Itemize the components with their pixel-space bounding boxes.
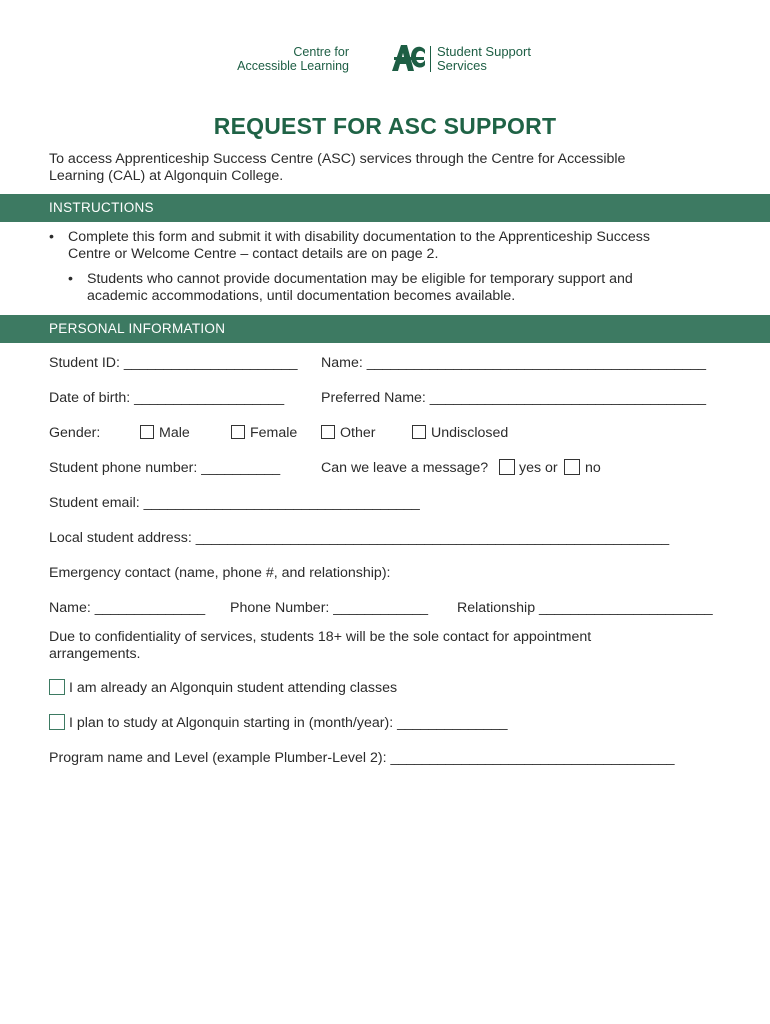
already-student-checkbox[interactable] [49, 679, 65, 695]
bullet-marker-1: • [49, 229, 54, 245]
confidentiality-note [49, 629, 739, 663]
cal-logo [237, 45, 349, 73]
instruction-bullet-2 [87, 271, 757, 305]
emergency-phone-field[interactable]: Phone Number: ____________ [230, 600, 428, 616]
emergency-contact-label: Emergency contact (name, phone #, and relationship): [49, 565, 391, 581]
gender-undisclosed-label: Undisclosed [431, 425, 509, 441]
gender-other-checkbox[interactable] [321, 425, 335, 439]
emergency-name-field[interactable]: Name: ______________ [49, 600, 206, 616]
name-field[interactable]: Name: ___________________________________________ [321, 355, 707, 371]
message-no-label: no [585, 460, 601, 476]
gender-female-checkbox[interactable] [231, 425, 245, 439]
confidentiality-line-2: arrangements. [49, 646, 141, 662]
intro-line-1: To access Apprenticeship Success Centre (ASC) services through the Centre for Accessible [49, 151, 626, 167]
personal-info-heading: PERSONAL INFORMATION [0, 315, 770, 343]
sss-logo-line-1: Student Support [437, 44, 531, 59]
confidentiality-line-1: Due to confidentiality of services, students 18+ will be the sole contact for appointment [49, 629, 592, 645]
email-field[interactable]: Student email: ___________________________________ [49, 495, 420, 511]
instruction-bullet-1-line-2: Centre or Welcome Centre – contact details are on page 2. [68, 246, 439, 262]
gender-undisclosed-checkbox[interactable] [412, 425, 426, 439]
dob-field[interactable]: Date of birth: ___________________ [49, 390, 285, 406]
message-yes-label: yes or [519, 460, 558, 476]
instruction-bullet-1 [68, 229, 758, 263]
sss-logo-line-2: Services [437, 58, 487, 73]
instruction-bullet-2-line-1: Students who cannot provide documentation may be eligible for temporary support and [87, 271, 633, 287]
emergency-relationship-field[interactable]: Relationship ______________________ [457, 600, 713, 616]
address-field[interactable]: Local student address: ____________________________________________________________ [49, 530, 670, 546]
logo-divider [430, 46, 431, 72]
gender-label: Gender: [49, 425, 101, 441]
program-field[interactable]: Program name and Level (example Plumber-Level 2): ____________________________________ [49, 750, 675, 766]
cal-logo-line-1: Centre for [293, 45, 349, 59]
phone-field[interactable]: Student phone number: __________ [49, 460, 281, 476]
gender-male-label: Male [159, 425, 190, 441]
leave-message-question: Can we leave a message? [321, 460, 489, 476]
gender-other-label: Other [340, 425, 376, 441]
gender-female-label: Female [250, 425, 298, 441]
preferred-name-field[interactable]: Preferred Name: ___________________________________ [321, 390, 706, 406]
cal-logo-line-2: Accessible Learning [237, 59, 349, 73]
instruction-bullet-2-line-2: academic accommodations, until documentation becomes available. [87, 288, 516, 304]
student-id-field[interactable]: Student ID: ______________________ [49, 355, 298, 371]
already-student-label: I am already an Algonquin student attending classes [69, 680, 398, 696]
plan-to-study-field[interactable]: I plan to study at Algonquin starting in (month/year): ______________ [69, 715, 508, 731]
student-support-services-logo [437, 45, 531, 73]
bullet-marker-2: • [68, 271, 73, 287]
plan-to-study-checkbox[interactable] [49, 714, 65, 730]
intro-line-2: Learning (CAL) at Algonquin College. [49, 168, 284, 184]
instruction-bullet-1-line-1: Complete this form and submit it with disability documentation to the Apprenticeship Success [68, 229, 650, 245]
instructions-heading: INSTRUCTIONS [0, 194, 770, 222]
intro-text [49, 151, 729, 185]
algonquin-logo-icon [392, 44, 426, 72]
message-yes-checkbox[interactable] [499, 459, 515, 475]
message-no-checkbox[interactable] [564, 459, 580, 475]
gender-male-checkbox[interactable] [140, 425, 154, 439]
page-title: REQUEST FOR ASC SUPPORT [213, 113, 557, 139]
